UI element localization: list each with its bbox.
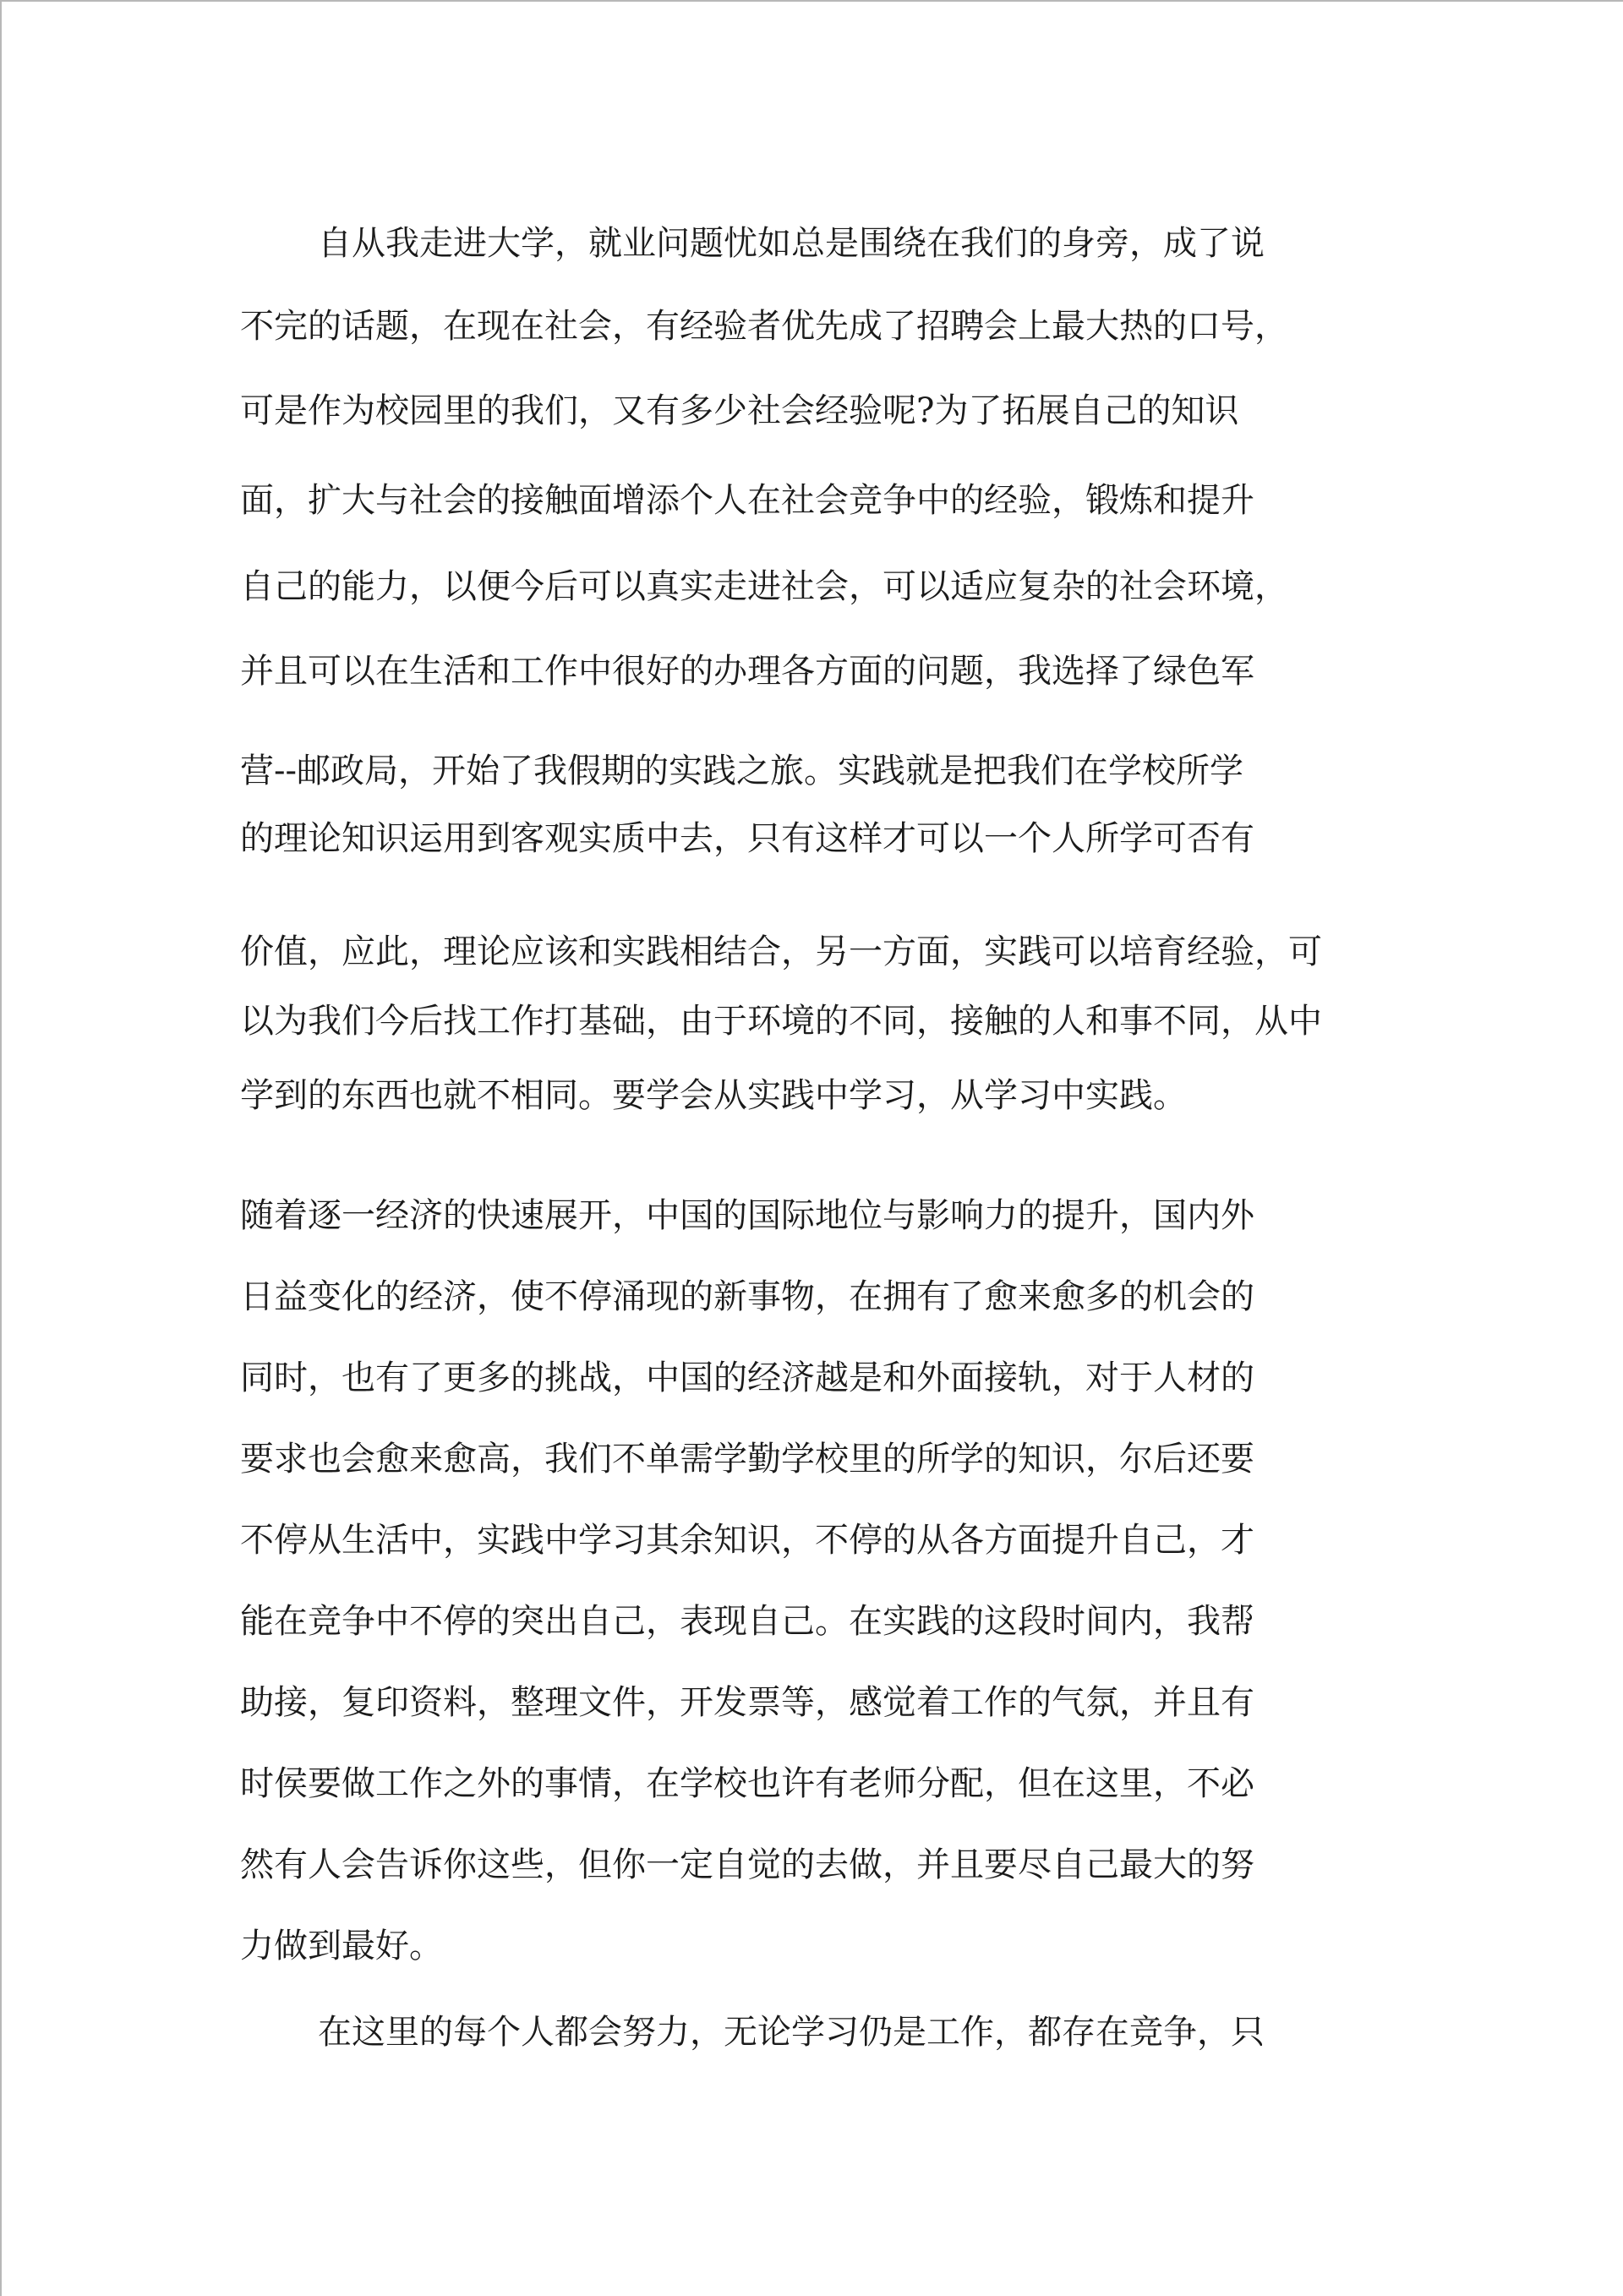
text-line: 以为我们今后找工作打基础，由于环境的不同，接触的人和事不同，从中 (240, 1002, 1322, 1041)
text-line: 同时，也有了更多的挑战，中国的经济越是和外面接轨，对于人材的 (240, 1358, 1254, 1397)
text-line: 能在竞争中不停的突出自己，表现自己。在实践的这段时间内，我帮 (240, 1602, 1254, 1641)
text-line: 可是作为校园里的我们，又有多少社会经验呢?为了拓展自己的知识 (240, 391, 1239, 430)
text-line: 力做到最好。 (240, 1927, 443, 1965)
text-line: 日益变化的经济，使不停涌现的新事物，在拥有了愈来愈多的机会的 (240, 1277, 1254, 1316)
text-line: 然有人会告诉你这些，但你一定自觉的去做，并且要尽自己最大的努 (240, 1845, 1254, 1884)
text-line: 不完的话题，在现在社会，有经验者优先成了招聘会上最大热的口号， (240, 307, 1288, 346)
text-line: 随着逐一经济的快速展开，中国的国际地位与影响力的提升，国内外 (240, 1196, 1254, 1235)
text-line: 学到的东西也就不相同。要学会从实践中学习，从学习中实践。 (240, 1076, 1187, 1115)
text-line: 营--邮政局，开始了我假期的实践之旅。实践就是把我们在学校所学 (240, 752, 1244, 790)
text-line: 助接，复印资料，整理文件，开发票等，感觉着工作的气氛，并且有 (240, 1683, 1254, 1722)
text-line: 要求也会愈来愈高，我们不单需学勤学校里的所学的知识，尔后还要 (240, 1440, 1254, 1479)
text-line: 时侯要做工作之外的事情，在学校也许有老师分配，但在这里，不必 (240, 1764, 1254, 1803)
text-line: 价值，应此，理论应该和实践相结合，另一方面，实践可以培育经验，可 (240, 932, 1322, 971)
text-line: 的理论知识运用到客观实质中去，只有这样才可以一个人所学可否有 (240, 819, 1254, 858)
text-line: 面，扩大与社会的接触面增添个人在社会竞争中的经验，锻炼和提升 (240, 481, 1254, 520)
text-line: 自己的能力，以便今后可以真实走进社会，可以适应复杂的社会环境， (240, 567, 1288, 606)
text-line: 自从我走进大学，就业问题忧如总是围绕在我们的身旁，成了说 (318, 224, 1265, 263)
text-line: 并且可以在生活和工作中很好的办理各方面的问题，我选择了绿色军 (240, 652, 1254, 691)
text-line: 不停从生活中，实践中学习其余知识，不停的从各方面提升自己，才 (240, 1521, 1254, 1560)
text-line: 在这里的每个人都会努力，无论学习仍是工作，都存在竞争，只 (318, 2013, 1265, 2052)
